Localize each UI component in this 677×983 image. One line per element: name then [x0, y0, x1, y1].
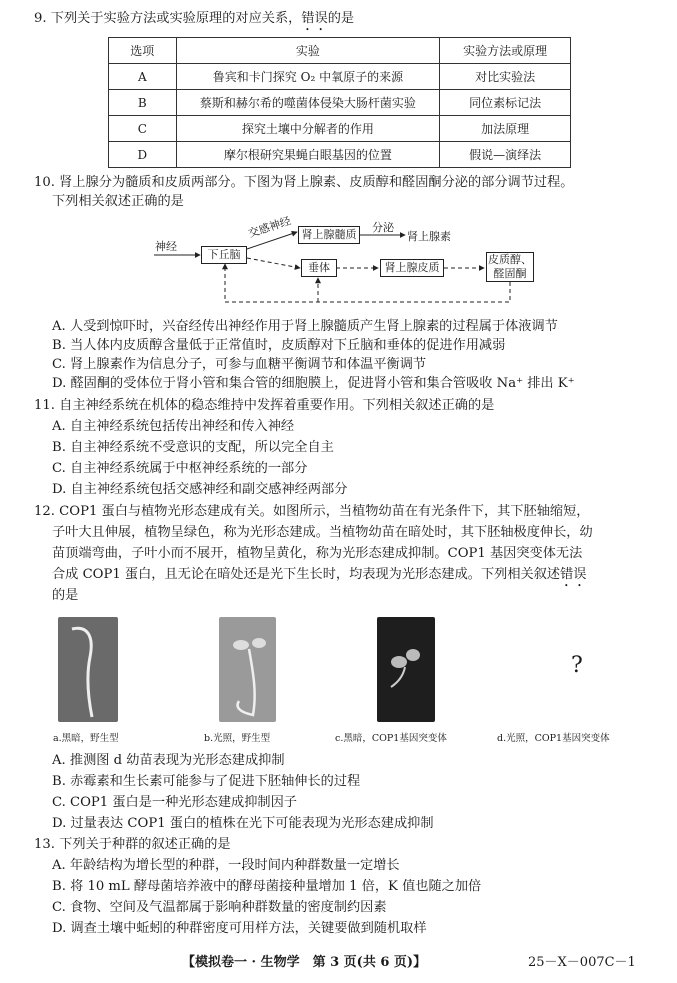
q11-option-d: D. 自主神经系统包括交感神经和副交感神经两部分	[52, 482, 348, 497]
table-cell: 假说—演绎法	[440, 142, 571, 168]
q9-stem-end: 的是	[327, 11, 355, 26]
q10-stem-line1: 10. 肾上腺分为髓质和皮质两部分。下图为肾上腺素、皮质醇和醛固酮分泌的部分调节过程。	[34, 175, 574, 190]
diagram-box-medulla: 肾上腺髓质	[298, 226, 360, 244]
q10-option-d: D. 醛固酮的受体位于肾小管和集合管的细胞膜上，促进肾小管和集合管吸收 Na⁺ 排出 K⁺	[52, 376, 575, 391]
q10-option-c: C. 肾上腺素作为信息分子，可参与血糖平衡调节和体温平衡调节	[52, 357, 427, 372]
q12-line4-text: 合成 COP1 蛋白，且无论在暗处还是光下生长时，均表现为光形态建成。下列相关叙述	[52, 567, 561, 582]
diagram-box-hypothalamus: 下丘脑	[201, 246, 247, 264]
q13-stem: 13. 下列关于种群的叙述正确的是	[34, 837, 231, 852]
diagram-box-cortex: 肾上腺皮质	[380, 259, 444, 277]
diagram-box-hormones: 皮质醇、醛固酮	[488, 253, 532, 280]
table-cell: 摩尔根研究果蝇白眼基因的位置	[176, 142, 440, 168]
q12-line4	[52, 566, 586, 590]
q12-line3: 苗顶端弯曲，子叶小而不展开，植物呈黄化，称为光形态建成抑制。COP1 基因突变体无法	[52, 546, 583, 561]
caption-a: a.黑暗，野生型	[53, 733, 119, 744]
q12-emphasis: 错误	[560, 567, 587, 582]
table-header: 实验方法或原理	[440, 38, 571, 64]
seedling-photo-b	[219, 617, 276, 722]
table-cell: C	[109, 116, 177, 142]
q12-option-d: D. 过量表达 COP1 蛋白的植株在光下可能表现为光形态建成抑制	[52, 816, 434, 831]
paper-code: 25－X－007C－1	[528, 955, 636, 970]
q13-option-a: A. 年龄结构为增长型的种群，一段时间内种群数量一定增长	[52, 858, 400, 873]
q12-option-c: C. COP1 蛋白是一种光形态建成抑制因子	[52, 795, 297, 810]
table-cell: 同位素标记法	[440, 90, 571, 116]
page-footer: 【模拟卷一 · 生物学 第 3 页(共 6 页)】	[182, 955, 427, 970]
table-cell: D	[109, 142, 177, 168]
q12-line1: 12. COP1 蛋白与植物光形态建成有关。如图所示，当植物幼苗在有光条件下，其下胚轴缩短，	[34, 504, 590, 519]
q11-option-a: A. 自主神经系统包括传出神经和传入神经	[52, 419, 295, 434]
seedling-photo-a	[58, 617, 118, 722]
q13-option-d: D. 调查土壤中蚯蚓的种群密度可用样方法，关键要做到随机取样	[52, 921, 427, 936]
q10-option-a: A. 人受到惊吓时，兴奋经传出神经作用于肾上腺髓质产生肾上腺素的过程属于体液调节	[52, 319, 558, 334]
q9-emphasis: 错误	[301, 11, 328, 26]
table-cell: 鲁宾和卡门探究 O₂ 中氧原子的来源	[176, 64, 440, 90]
caption-c: c.黑暗，COP1基因突变体	[335, 733, 447, 744]
q12-option-a: A. 推测图 d 幼苗表现为光形态建成抑制	[52, 753, 285, 768]
q11-option-b: B. 自主神经系统不受意识的支配，所以完全自主	[52, 440, 334, 455]
q11-option-c: C. 自主神经系统属于中枢神经系统的一部分	[52, 461, 308, 476]
diagram-box-pituitary: 垂体	[301, 259, 337, 277]
caption-d: d.光照，COP1基因突变体	[497, 733, 610, 744]
q13-option-b: B. 将 10 mL 酵母菌培养液中的酵母菌接种量增加 1 倍，K 值也随之加倍	[52, 879, 482, 894]
unknown-seedling-mark: ?	[571, 653, 583, 678]
q13-option-c: C. 食物、空间及气温都属于影响种群数量的密度制约因素	[52, 900, 387, 915]
q11-stem: 11. 自主神经系统在机体的稳态维持中发挥着重要作用。下列相关叙述正确的是	[34, 398, 495, 413]
diagram-label-secrete: 分泌	[372, 221, 394, 234]
diagram-label-nerve: 神经	[155, 240, 177, 253]
q10-stem-line2: 下列相关叙述正确的是	[52, 194, 184, 209]
table-cell: B	[109, 90, 177, 116]
q10-option-b: B. 当人体内皮质醇含量低于正常值时，皮质醇对下丘脑和垂体的促进作用减弱	[52, 338, 506, 353]
diagram-label-epinephrine: 肾上腺素	[407, 230, 451, 243]
table-cell: A	[109, 64, 177, 90]
table-header: 实验	[176, 38, 440, 64]
q9-stem-text: 9. 下列关于实验方法或实验原理的对应关系，	[34, 11, 302, 26]
q12-option-b: B. 赤霉素和生长素可能参与了促进下胚轴伸长的过程	[52, 774, 361, 789]
caption-b: b.光照，野生型	[204, 733, 271, 744]
table-cell: 加法原理	[440, 116, 571, 142]
diagram-label-sympathetic: 交感神经	[246, 214, 293, 241]
table-header: 选项	[109, 38, 177, 64]
table-cell: 对比实验法	[440, 64, 571, 90]
table-cell: 探究土壤中分解者的作用	[176, 116, 440, 142]
q12-line2: 子叶大且伸展，植物呈绿色，称为光形态建成。当植物幼苗在暗处时，其下胚轴极度伸长，幼	[52, 525, 593, 540]
q12-line5: 的是	[52, 588, 79, 603]
table-cell: 蔡斯和赫尔希的噬菌体侵染大肠杆菌实验	[176, 90, 440, 116]
seedling-photo-c	[377, 617, 435, 722]
